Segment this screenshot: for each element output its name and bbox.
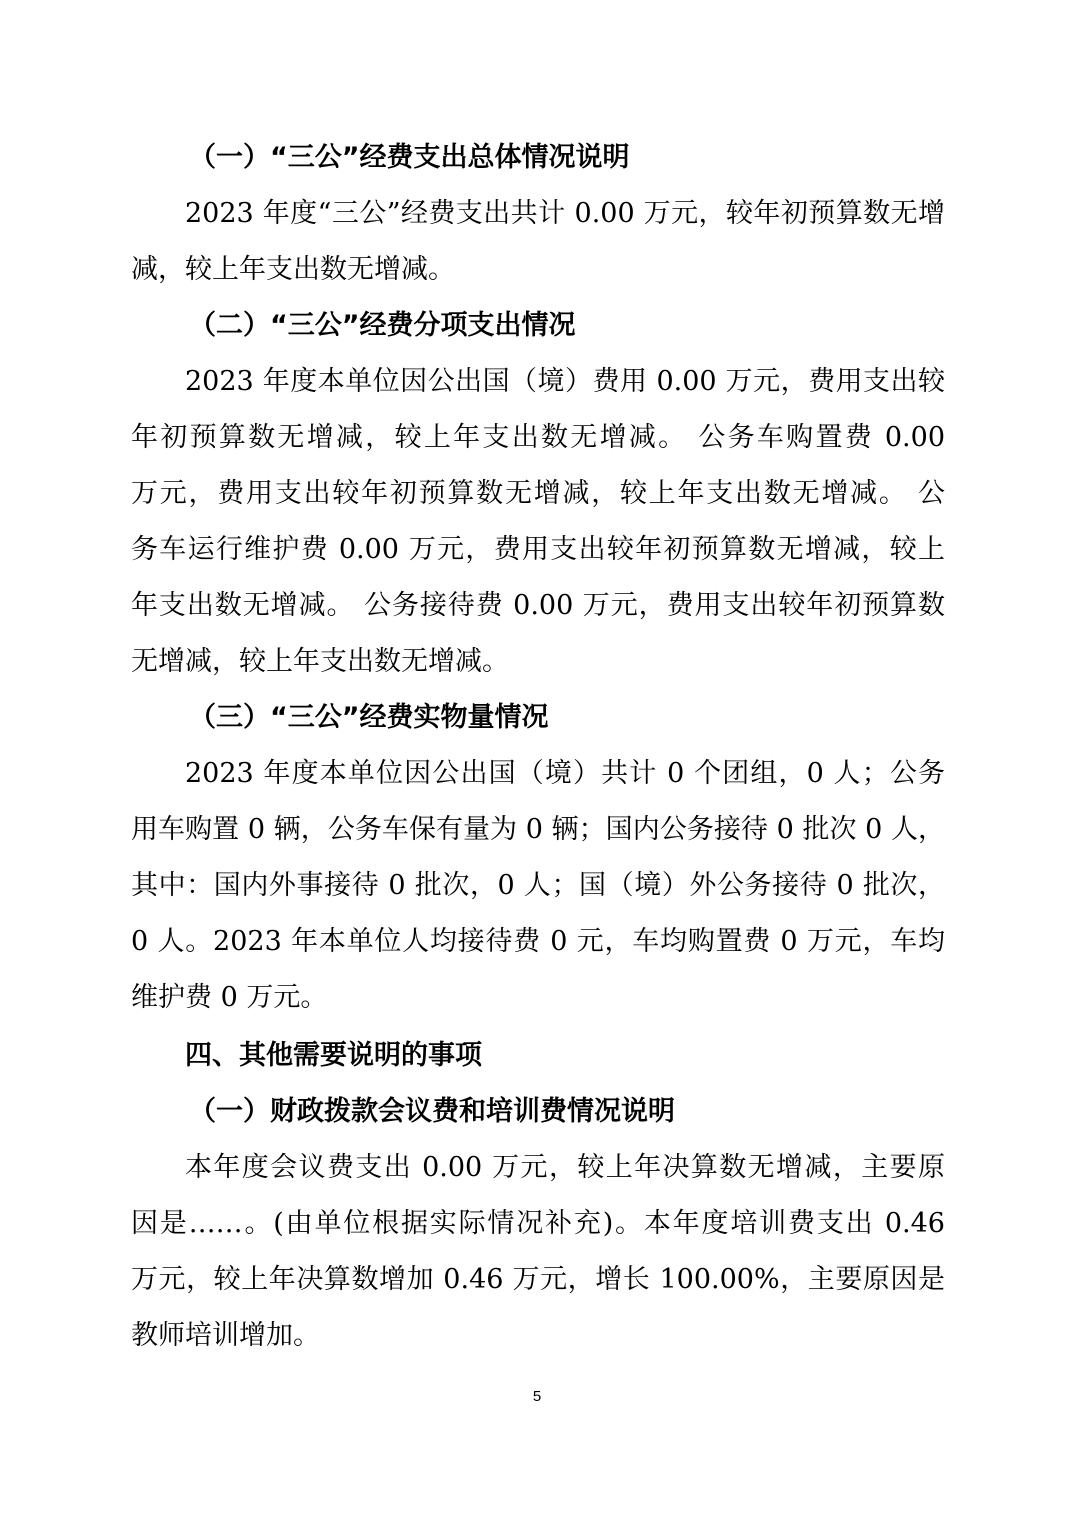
paragraph-line: 2023 年度本单位因公出国（境）费用 0.00 万元，费用支出较 bbox=[185, 366, 945, 397]
section-heading-meeting-training: （一）财政拨款会议费和培训费情况说明 bbox=[189, 1096, 675, 1127]
paragraph-line: 本年度会议费支出 0.00 万元，较上年决算数无增减，主要原 bbox=[185, 1152, 945, 1183]
paragraph-line: 无增减，较上年支出数无增减。 bbox=[131, 646, 509, 677]
paragraph-line: 0 人。2023 年本单位人均接待费 0 元，车均购置费 0 万元，车均 bbox=[131, 926, 945, 957]
section-heading-overall: （一）“三公”经费支出总体情况说明 bbox=[189, 142, 630, 173]
paragraph-line: 其中：国内外事接待 0 批次，0 人；国（境）外公务接待 0 批次， bbox=[131, 870, 945, 901]
paragraph-line: 万元，费用支出较年初预算数无增减，较上年支出数无增减。 公 bbox=[131, 478, 945, 509]
paragraph-line: 务车运行维护费 0.00 万元，费用支出较年初预算数无增减，较上 bbox=[131, 534, 945, 565]
page-number: 5 bbox=[532, 1388, 542, 1405]
section-heading-itemized: （二）“三公”经费分项支出情况 bbox=[189, 310, 576, 341]
paragraph-line: 减，较上年支出数无增减。 bbox=[131, 254, 455, 285]
paragraph-line: 因是……。(由单位根据实际情况补充)。本年度培训费支出 0.46 bbox=[131, 1208, 945, 1239]
paragraph-line: 年支出数无增减。 公务接待费 0.00 万元，费用支出较年初预算数 bbox=[131, 590, 945, 621]
paragraph-line: 年初预算数无增减，较上年支出数无增减。 公务车购置费 0.00 bbox=[131, 422, 945, 453]
section-heading-other: 四、其他需要说明的事项 bbox=[185, 1040, 482, 1071]
paragraph-line: 用车购置 0 辆，公务车保有量为 0 辆；国内公务接待 0 批次 0 人， bbox=[131, 814, 945, 845]
paragraph-line: 2023 年度“三公”经费支出共计 0.00 万元，较年初预算数无增 bbox=[185, 198, 945, 229]
paragraph-line: 教师培训增加。 bbox=[131, 1320, 320, 1351]
paragraph-line: 万元，较上年决算数增加 0.46 万元，增长 100.00%，主要原因是 bbox=[131, 1264, 945, 1295]
paragraph-line: 2023 年度本单位因公出国（境）共计 0 个团组，0 人；公务 bbox=[185, 758, 945, 789]
paragraph-line: 维护费 0 万元。 bbox=[131, 982, 328, 1013]
section-heading-physical: （三）“三公”经费实物量情况 bbox=[189, 702, 549, 733]
